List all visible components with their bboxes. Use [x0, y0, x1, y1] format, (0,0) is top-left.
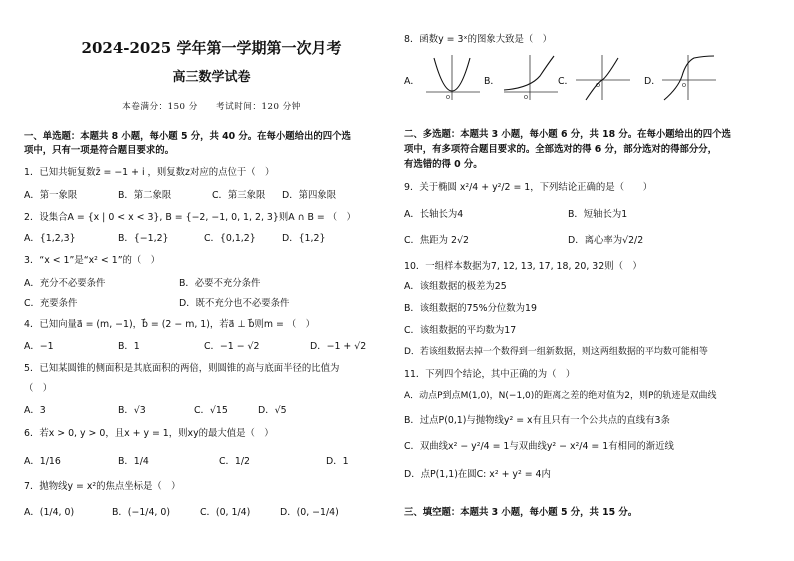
question-5-line2: （ ）	[24, 383, 53, 394]
q7-option-a: A．(1/4, 0)	[24, 507, 75, 518]
q10-option-d: D．若该组数据去掉一个数得到一组新数据，则这两组数据的平均数可能相等	[404, 347, 708, 357]
q11-option-c: C．双曲线x² − y²/4 = 1与双曲线y² − x²/4 = 1有相同的渐近线	[404, 441, 674, 452]
question-1: 1．已知共轭复数z̄ = −1 + i ，则复数z对应的点位于（ ）	[24, 167, 275, 178]
q10-option-c: C．该组数据的平均数为17	[404, 325, 517, 336]
section2-heading-line3: 有选错的得 0 分。	[404, 159, 483, 170]
q1-option-d: D．第四象限	[282, 190, 337, 201]
q3-option-b: B．必要不充分条件	[179, 278, 261, 289]
q2-option-a: A．{1,2,3}	[24, 233, 76, 244]
q8-label-d: D．	[644, 76, 661, 87]
q2-option-c: C．{0,1,2}	[204, 233, 256, 244]
q3-option-d: D．既不充分也不必要条件	[179, 298, 290, 309]
q6-option-c: C．1/2	[219, 456, 251, 467]
svg-text:O: O	[446, 95, 450, 101]
exam-info: 本卷满分：150 分 考试时间：120 分钟	[122, 102, 301, 112]
q6-option-a: A．1/16	[24, 456, 61, 467]
q11-option-a: A．动点P到点M(1,0)，N(−1,0)的距离之差的绝对值为2，则P的轨迹是双曲线	[404, 391, 717, 401]
q5-option-d: D．√5	[258, 405, 287, 416]
q1-option-c: C．第三象限	[212, 190, 266, 201]
question-4: 4．已知向量a⃗ = (m, −1)，b⃗ = (2 − m, 1)，若a⃗ ⊥ b⃗则m = （ ）	[24, 319, 315, 330]
q3-option-c: C．充要条件	[24, 298, 78, 309]
question-6: 6．若x > 0, y > 0，且x + y = 1，则xy的最大值是（ ）	[24, 428, 274, 439]
question-3: 3．“x < 1”是“x² < 1”的（ ）	[24, 255, 161, 266]
q8-graph-d	[658, 52, 720, 104]
question-10: 10．一组样本数据为7, 12, 13, 17, 18, 20, 32则（ ）	[404, 261, 642, 272]
right-column	[404, 0, 779, 561]
question-8: 8．函数y = 3ˣ的图象大致是（ ）	[404, 34, 552, 45]
q11-option-b: B．过点P(0,1)与抛物线y² = x有且只有一个公共点的直线有3条	[404, 415, 670, 426]
section3-heading: 三、填空题：本题共 3 小题，每小题 5 分，共 15 分。	[404, 507, 638, 518]
q8-label-b: B．	[484, 76, 500, 87]
svg-text:O: O	[596, 83, 600, 89]
left-column	[24, 0, 399, 561]
q1-option-b: B．第二象限	[118, 190, 172, 201]
q3-option-a: A．充分不必要条件	[24, 278, 106, 289]
q10-option-b: B．该组数据的75%分位数为19	[404, 303, 537, 314]
svg-text:O: O	[524, 95, 528, 101]
question-5-line1: 5．已知某圆锥的侧面积是其底面积的两倍，则圆锥的高与底面半径的比值为	[24, 363, 340, 374]
q7-option-d: D．(0, −1/4)	[280, 507, 339, 518]
q2-option-b: B．{−1,2}	[118, 233, 169, 244]
q9-option-a: A．长轴长为4	[404, 209, 464, 220]
q8-graph-c	[572, 52, 634, 104]
q6-option-d: D．1	[326, 456, 349, 467]
q4-option-a: A．−1	[24, 341, 54, 352]
q5-option-b: B．√3	[118, 405, 146, 416]
q4-option-b: B．1	[118, 341, 140, 352]
q8-graph-b	[500, 52, 562, 104]
question-11: 11．下列四个结论，其中正确的为（ ）	[404, 369, 576, 380]
q10-option-a: A．该组数据的极差为25	[404, 281, 507, 292]
q6-option-b: B．1/4	[118, 456, 149, 467]
q5-option-a: A．3	[24, 405, 46, 416]
q8-graph-a	[422, 52, 484, 104]
q9-option-c: C．焦距为 2√2	[404, 235, 469, 246]
q7-option-c: C．(0, 1/4)	[200, 507, 251, 518]
exam-title: 2024-2025 学年第一学期第一次月考	[81, 39, 342, 57]
q5-option-c: C．√15	[194, 405, 228, 416]
exam-subtitle: 高三数学试卷	[172, 70, 251, 85]
q8-label-a: A．	[404, 76, 420, 87]
question-9: 9．关于椭圆 x²/4 + y²/2 = 1，下列结论正确的是（ ）	[404, 182, 653, 193]
q7-option-b: B．(−1/4, 0)	[112, 507, 170, 518]
section2-heading-line2: 项中，有多项符合题目要求的。全部选对的得 6 分，部分选对的得部分分，	[404, 144, 718, 155]
q2-option-d: D．{1,2}	[282, 233, 326, 244]
question-7: 7．抛物线y = x²的焦点坐标是（ ）	[24, 481, 181, 492]
section1-heading-line1: 一、单选题：本题共 8 小题，每小题 5 分，共 40 分。在每小题给出的四个选	[24, 131, 351, 142]
q4-option-c: C．−1 − √2	[204, 341, 260, 352]
section2-heading-line1: 二、多选题：本题共 3 小题，每小题 6 分，共 18 分。在每小题给出的四个选	[404, 129, 731, 140]
q4-option-d: D．−1 + √2	[310, 341, 367, 352]
q11-option-d: D．点P(1,1)在圆C: x² + y² = 4内	[404, 469, 551, 480]
question-2: 2．设集合A = {x | 0 < x < 3}, B = {−2, −1, 0, 1, 2, 3}则A ∩ B = （ ）	[24, 212, 356, 223]
q1-option-a: A．第一象限	[24, 190, 78, 201]
svg-text:O: O	[682, 83, 686, 89]
q8-label-c: C．	[558, 76, 574, 87]
q9-option-b: B．短轴长为1	[568, 209, 628, 220]
q9-option-d: D．离心率为√2/2	[568, 235, 644, 246]
section1-heading-line2: 项中，只有一项是符合题目要求的。	[24, 145, 175, 156]
